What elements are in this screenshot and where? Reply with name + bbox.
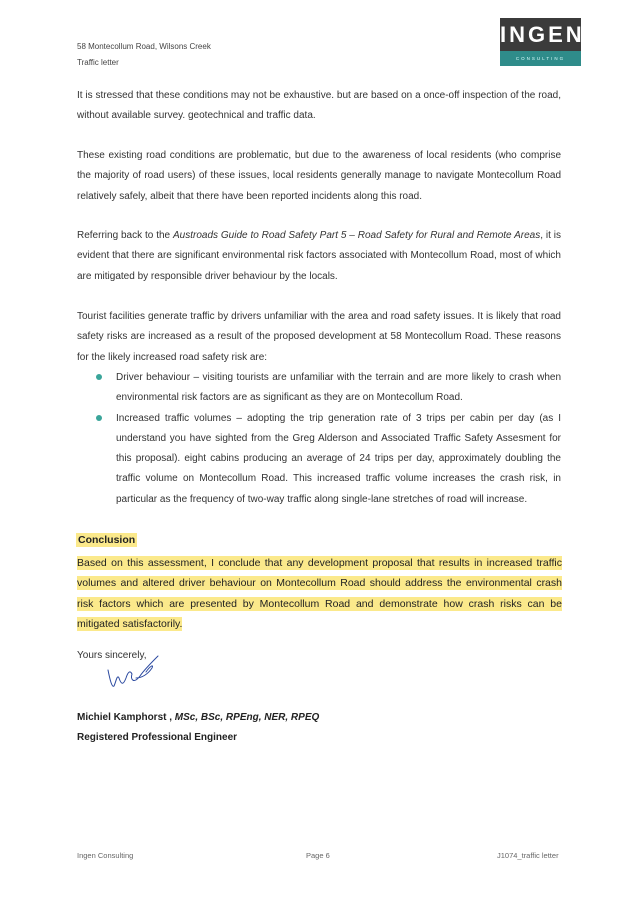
paragraph-3-post: , it is evident that there are significant environmental risk factors associated with Montecollum Road, most of which are mitigated by responsible driver behaviour by the locals. <box>77 230 561 282</box>
paragraph-4: Tourist facilities generate traffic by drivers unfamiliar with the area and road safety issues. It is likely that road safety risks are increased as a result of the proposed development at 58 Montecollum Road. These reasons for the likely increased road safety risk are: <box>77 311 561 363</box>
handwritten-signature <box>100 648 165 698</box>
footer-left: Ingen Consulting <box>77 851 134 860</box>
closing-salutation: Yours sincerely, <box>77 650 147 661</box>
bullet-icon <box>96 374 102 380</box>
footer-page-number: Page 6 <box>306 851 330 860</box>
signatory-credentials: MSc, BSc, RPEng, NER, RPEQ <box>174 712 320 723</box>
ingen-logo <box>500 18 585 66</box>
signatory-name <box>77 712 319 723</box>
signatory-title: Registered Professional Engineer <box>77 732 238 743</box>
footer-right: J1074_traffic letter <box>497 851 559 860</box>
bullet-icon <box>96 415 102 421</box>
logo-subtitle: CONSULTING <box>500 51 581 66</box>
list-item <box>77 368 561 409</box>
paragraph-3-pre: Referring back to the <box>77 230 173 241</box>
paragraph-1: It is stressed that these conditions may not be exhaustive. but are based on a once-off inspection of the road, without available survey. geotechnical and traffic data. <box>77 90 561 122</box>
guide-title: Austroads Guide to Road Safety Part 5 – Road Safety for Rural and Remote Areas <box>172 230 541 241</box>
paragraph-2: These existing road conditions are problematic, but due to the awareness of local residents (who comprise the majority of road users) of these issues, local residents generally manage to navigate Montecollum Road relatively safely, albeit that there have been reported incidents along this road. <box>77 150 561 202</box>
risk-list <box>77 368 561 510</box>
header-doc-type: Traffic letter <box>77 58 119 67</box>
conclusion-heading: Conclusion <box>78 534 136 546</box>
header-address: 58 Montecollum Road, Wilsons Creek <box>77 42 211 51</box>
conclusion-text: Based on this assessment, I conclude that any development proposal that results in increased traffic volumes and altered driver behaviour on Montecollum Road should address the environmental crash risk factors which are presented by Montecollum Road and demonstrate how crash risks can be mitigated satisfactorily. <box>77 557 562 630</box>
logo-wordmark: INGEN <box>500 18 581 51</box>
paragraph-3 <box>77 226 561 287</box>
list-item-text: Increased traffic volumes – adopting the trip generation rate of 3 trips per cabin per day (as I understand you have sighted from the Greg Alderson and Associated Traffic Safety Assesment for this proposal). eight cabins producing an average of 24 trips per day, approximately doubling the traffic volume on Montecollum Road. This increased traffic volume increases the crash risk, in particular as the frequency of two-way traffic along single-lane stretches of road will increase. <box>116 412 561 505</box>
list-item-text: Driver behaviour – visiting tourists are unfamiliar with the terrain and are more likely to crash when environmental risk factors are as significant as they are on Montecollum Road. <box>116 372 561 404</box>
signatory-name-text: Michiel Kamphorst , <box>77 712 173 723</box>
list-item <box>77 409 561 510</box>
conclusion-body <box>77 553 562 634</box>
